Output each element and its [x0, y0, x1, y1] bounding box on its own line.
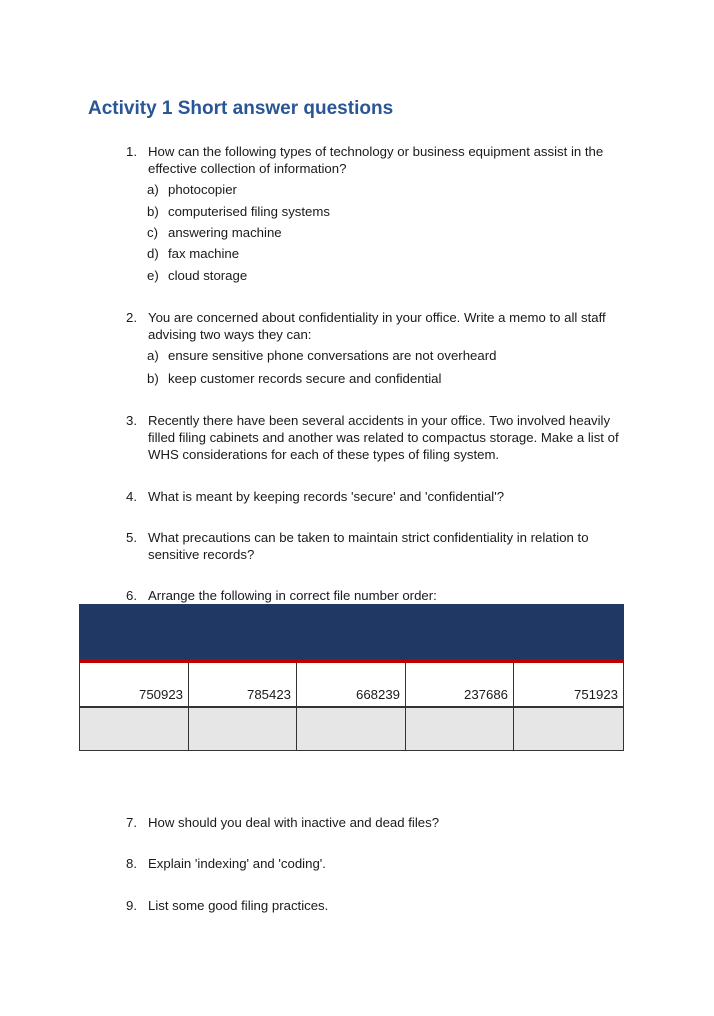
question-text: List some good filing practices.: [148, 898, 329, 913]
file-number-table: [79, 604, 624, 751]
question-8: [126, 855, 636, 872]
file-numbers-row: [79, 663, 624, 707]
question-1-option-e: [147, 267, 247, 284]
question-4: [126, 488, 636, 505]
question-number: 4.: [126, 489, 137, 504]
question-5: [126, 529, 636, 563]
answer-cell[interactable]: [406, 707, 514, 751]
question-number: 3.: [126, 413, 137, 428]
option-text: photocopier: [168, 182, 237, 197]
option-letter: d): [147, 246, 159, 261]
question-text: How can the following types of technology or business equipment assist in the effective collection of information?: [148, 144, 604, 176]
question-3: [126, 412, 636, 463]
question-number: 9.: [126, 898, 137, 913]
option-letter: b): [147, 371, 159, 386]
option-letter: a): [147, 182, 159, 197]
answer-cell[interactable]: [79, 707, 189, 751]
question-text: Explain 'indexing' and 'coding'.: [148, 856, 326, 871]
file-number-cell: 237686: [406, 663, 514, 707]
question-number: 1.: [126, 144, 137, 159]
question-text: You are concerned about confidentiality in your office. Write a memo to all staff advising two ways they can:: [148, 310, 606, 342]
question-2: [126, 309, 636, 343]
question-7: [126, 814, 636, 831]
question-text: Recently there have been several accidents in your office. Two involved heavily filled filing cabinets and another was related to compactus storage. Make a list of WHS considerations for each of these types of filing system.: [148, 413, 619, 462]
question-number: 8.: [126, 856, 137, 871]
file-number-cell: 785423: [189, 663, 297, 707]
option-letter: a): [147, 348, 159, 363]
option-text: ensure sensitive phone conversations are not overheard: [168, 348, 497, 363]
option-letter: e): [147, 268, 159, 283]
file-number-cell: 751923: [514, 663, 624, 707]
answer-cell[interactable]: [297, 707, 406, 751]
question-6: [126, 587, 636, 604]
question-number: 2.: [126, 310, 137, 325]
question-text: What is meant by keeping records 'secure' and 'confidential'?: [148, 489, 505, 504]
option-text: fax machine: [168, 246, 240, 261]
question-2-option-b: [147, 370, 441, 387]
option-text: answering machine: [168, 225, 282, 240]
option-text: cloud storage: [168, 268, 248, 283]
option-text: keep customer records secure and confidential: [168, 371, 442, 386]
question-number: 6.: [126, 588, 137, 603]
question-2-option-a: [147, 347, 496, 364]
table-header-bar: [79, 604, 624, 659]
page-title: Activity 1 Short answer questions: [88, 98, 394, 119]
option-letter: b): [147, 204, 159, 219]
file-number-cell: 750923: [79, 663, 189, 707]
option-text: computerised filing systems: [168, 204, 330, 219]
question-1-option-b: [147, 203, 330, 220]
question-number: 5.: [126, 530, 137, 545]
question-text: What precautions can be taken to maintain strict confidentiality in relation to sensitive records?: [148, 530, 589, 562]
question-text: How should you deal with inactive and dead files?: [148, 815, 440, 830]
answer-cell[interactable]: [514, 707, 624, 751]
question-1-option-d: [147, 245, 239, 262]
answer-row: [79, 707, 624, 751]
question-text: Arrange the following in correct file number order:: [148, 588, 437, 603]
question-1-option-c: [147, 224, 282, 241]
answer-cell[interactable]: [189, 707, 297, 751]
question-1-option-a: [147, 181, 237, 198]
question-number: 7.: [126, 815, 137, 830]
question-1: [126, 143, 636, 177]
file-number-cell: 668239: [297, 663, 406, 707]
question-9: [126, 897, 636, 914]
option-letter: c): [147, 225, 158, 240]
